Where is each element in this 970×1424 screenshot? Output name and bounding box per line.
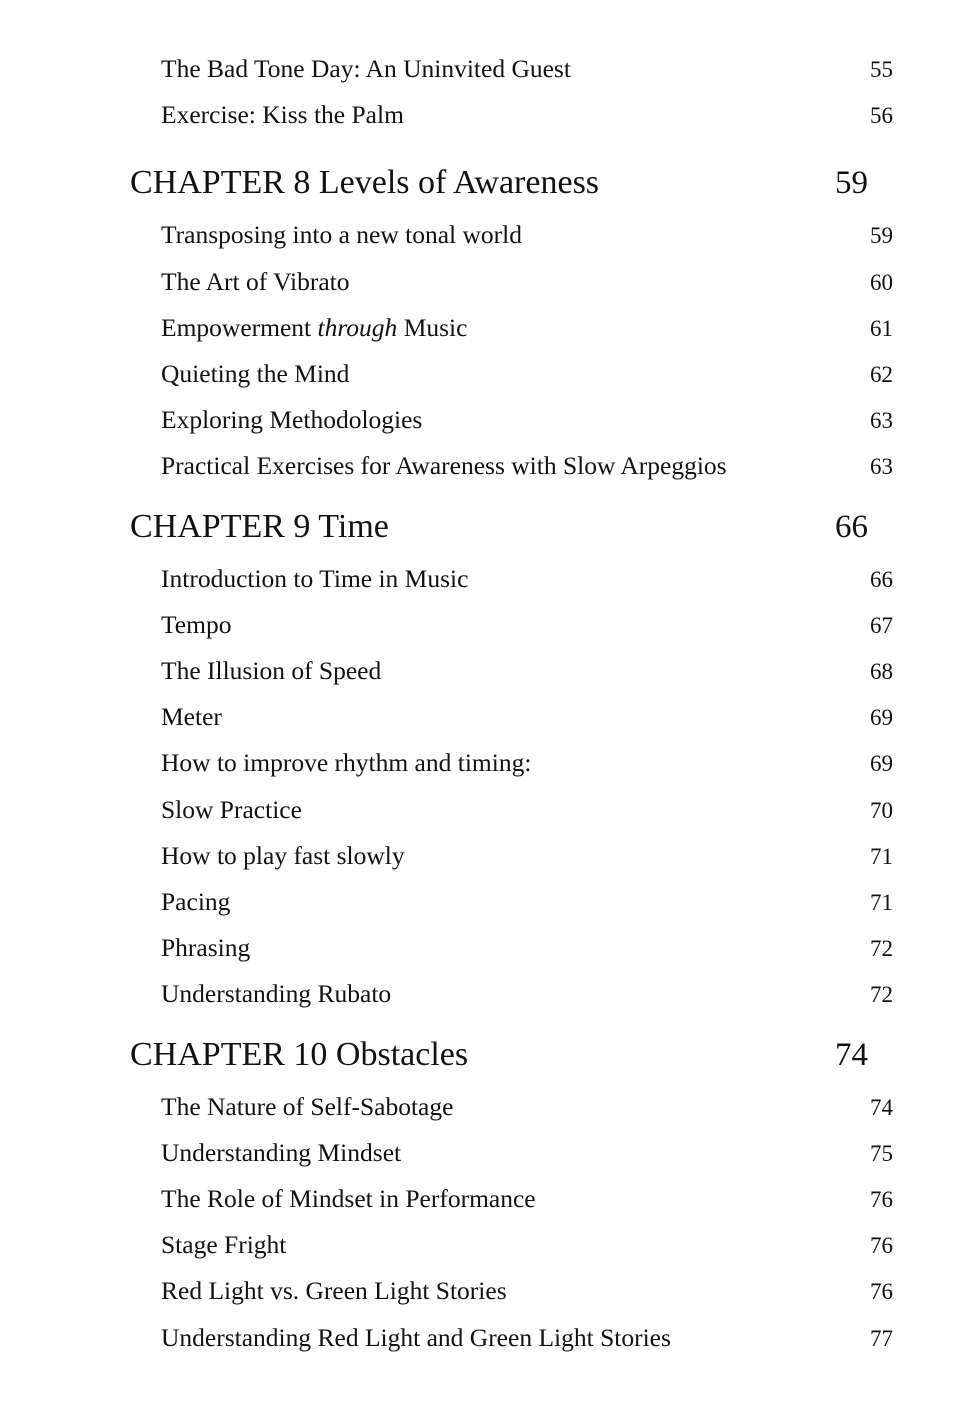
- toc-entry-page-number: 72: [870, 982, 893, 1008]
- toc-section-entry[interactable]: [128, 397, 899, 443]
- toc-entry-page-number: 76: [870, 1279, 893, 1305]
- toc-entry-page-number: 63: [870, 454, 893, 480]
- toc-section-entry[interactable]: [128, 971, 899, 1017]
- toc-section-entry[interactable]: [128, 694, 899, 740]
- toc-entry-title: Practical Exercises for Awareness with Slow Arpeggios: [161, 451, 727, 481]
- toc-entry-page-number: 69: [870, 705, 893, 731]
- toc-entry-page-number: 69: [870, 751, 893, 777]
- toc-entry-title: CHAPTER 10 Obstacles: [130, 1035, 469, 1073]
- toc-entry-title: Understanding Rubato: [161, 979, 392, 1009]
- toc-section-entry[interactable]: [128, 305, 899, 351]
- toc-entry-page-number: 59: [870, 223, 893, 249]
- toc-entry-title: Quieting the Mind: [161, 359, 350, 389]
- toc-section-entry[interactable]: [128, 212, 899, 258]
- table-of-contents: [128, 46, 893, 1361]
- toc-entry-title: How to improve rhythm and timing:: [161, 748, 532, 778]
- toc-entry-title: Red Light vs. Green Light Stories: [161, 1276, 507, 1306]
- toc-entry-title: Slow Practice: [161, 794, 302, 824]
- toc-entry-title: How to play fast slowly: [161, 840, 405, 870]
- toc-entry-page-number: 68: [870, 659, 893, 685]
- toc-entry-title: Meter: [161, 702, 222, 732]
- toc-section-entry[interactable]: [128, 602, 899, 648]
- toc-entry-page-number: 70: [870, 797, 893, 823]
- toc-entry-title: Exercise: Kiss the Palm: [161, 100, 404, 130]
- toc-entry-title: The Art of Vibrato: [161, 266, 350, 296]
- toc-section-entry[interactable]: [128, 787, 899, 833]
- toc-entry-title: CHAPTER 9 Time: [130, 507, 389, 545]
- toc-entry-title: Understanding Red Light and Green Light Stories: [161, 1322, 671, 1352]
- toc-entry-page-number: 61: [870, 315, 893, 341]
- toc-section-entry[interactable]: [128, 740, 899, 786]
- toc-section-entry[interactable]: [128, 1130, 899, 1176]
- toc-entry-page-number: 71: [870, 890, 893, 916]
- toc-entry-title: Transposing into a new tonal world: [161, 220, 522, 250]
- toc-section-entry[interactable]: [128, 1176, 899, 1222]
- toc-entry-page-number: 66: [835, 508, 868, 545]
- toc-entry-title: Introduction to Time in Music: [161, 563, 469, 593]
- toc-entry-page-number: 55: [870, 57, 893, 82]
- toc-section-entry[interactable]: [128, 1315, 899, 1361]
- toc-section-entry[interactable]: [128, 351, 899, 397]
- toc-entry-page-number: 77: [870, 1325, 893, 1351]
- toc-entry-title: The Nature of Self-Sabotage: [161, 1091, 454, 1121]
- toc-entry-page-number: 67: [870, 612, 893, 638]
- emphasized-word: through: [317, 312, 398, 342]
- toc-section-entry[interactable]: [128, 1222, 899, 1268]
- toc-entry-page-number: 74: [835, 1036, 868, 1073]
- toc-entry-page-number: 72: [870, 936, 893, 962]
- toc-entry-title: Tempo: [161, 609, 232, 639]
- toc-entry-title: Phrasing: [161, 933, 251, 963]
- toc-entry-title: The Role of Mindset in Performance: [161, 1184, 536, 1214]
- toc-entry-title: The Bad Tone Day: An Uninvited Guest: [161, 54, 571, 83]
- toc-section-entry[interactable]: [128, 1084, 899, 1130]
- toc-entry-page-number: 71: [870, 843, 893, 869]
- toc-entry-page-number: 75: [870, 1140, 893, 1166]
- toc-entry-title: Understanding Mindset: [161, 1137, 402, 1167]
- toc-entry-title: CHAPTER 8 Levels of Awareness: [130, 164, 600, 202]
- toc-section-entry[interactable]: [128, 556, 899, 602]
- toc-entry-title: Exploring Methodologies: [161, 405, 423, 435]
- toc-section-entry[interactable]: [128, 259, 899, 305]
- toc-chapter-entry[interactable]: [128, 1032, 868, 1078]
- toc-section-entry[interactable]: [128, 443, 899, 489]
- toc-section-entry[interactable]: [128, 879, 899, 925]
- toc-entry-title: The Illusion of Speed: [161, 656, 382, 686]
- toc-entry-page-number: 76: [870, 1233, 893, 1259]
- toc-entry-page-number: 74: [870, 1094, 893, 1120]
- toc-chapter-entry[interactable]: [128, 504, 868, 550]
- toc-entry-page-number: 60: [870, 269, 893, 295]
- toc-entry-page-number: 63: [870, 408, 893, 434]
- toc-entry-page-number: 59: [835, 165, 868, 202]
- toc-section-entry[interactable]: [128, 833, 899, 879]
- toc-section-entry[interactable]: [128, 1268, 899, 1314]
- toc-entry-page-number: 56: [870, 103, 893, 129]
- toc-section-entry[interactable]: [128, 92, 899, 138]
- toc-entry-page-number: 66: [870, 566, 893, 592]
- toc-entry-title: Stage Fright: [161, 1230, 287, 1260]
- toc-entry-title: Empowerment through Music: [161, 312, 468, 342]
- toc-entry-title: Pacing: [161, 887, 231, 917]
- toc-section-entry[interactable]: [128, 648, 899, 694]
- toc-section-entry[interactable]: [128, 46, 899, 92]
- toc-section-entry[interactable]: [128, 925, 899, 971]
- toc-entry-page-number: 76: [870, 1187, 893, 1213]
- toc-chapter-entry[interactable]: [128, 160, 868, 206]
- toc-entry-page-number: 62: [870, 362, 893, 388]
